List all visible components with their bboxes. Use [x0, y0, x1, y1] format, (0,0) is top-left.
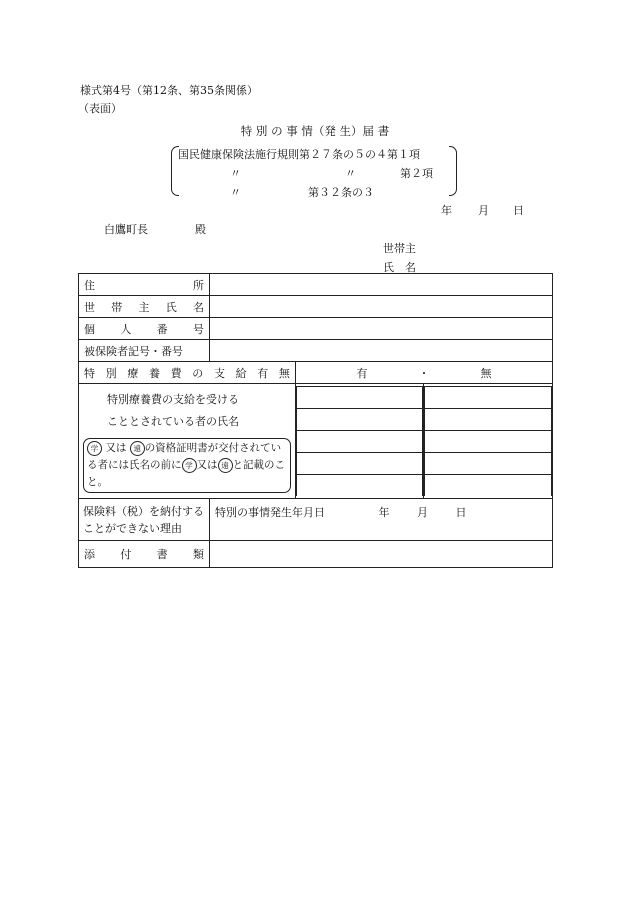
honorific: 殿 [195, 223, 206, 236]
remote-stamp-icon: 遠 [130, 441, 145, 456]
date-year-label: 年 [441, 204, 452, 217]
insured-number-label: 被保険者記号・番号 [79, 340, 210, 362]
attachments-field[interactable] [210, 541, 553, 568]
name-label: 氏 名 [383, 261, 416, 274]
recipients-name-column-right [424, 384, 553, 499]
instruction-note: 学 又は 遠 の資格証明書が交付されている者には氏名の前に 学 又は 遠 と記載のこと。 [83, 438, 291, 493]
household-head-label: 世帯主 [383, 242, 416, 255]
recipient-name-field[interactable] [297, 430, 423, 452]
law-reference-line1: 国民健康保険法施行規則第２７条の５の４第１項 [178, 148, 420, 161]
address-label: 住 所 [79, 274, 210, 296]
payment-yes-no-choice[interactable] [296, 362, 553, 384]
law-reference-line2: 第２項 [400, 167, 433, 180]
householder-name-field[interactable] [210, 296, 553, 318]
recipient-name-field[interactable] [425, 474, 552, 496]
recipient-name-field[interactable] [425, 430, 552, 452]
recipient-name-field[interactable] [297, 474, 423, 496]
form-number: 様式第4号（第12条、第35条関係） [80, 84, 258, 97]
personal-number-field[interactable] [210, 318, 553, 340]
ditto-mark: 〃 [345, 167, 356, 180]
unable-to-pay-reason-label: 保険料（税）を納付することができない理由 [79, 499, 210, 541]
personal-number-label: 個 人 番 号 [79, 318, 210, 340]
side-label: （表面） [78, 102, 122, 115]
occurrence-year-label: 年 [378, 506, 390, 519]
recipient-name-field[interactable] [297, 386, 423, 408]
right-bracket [449, 146, 457, 196]
ditto-mark: 〃 [230, 167, 241, 180]
application-form-table [78, 273, 553, 568]
ditto-mark: 〃 [230, 186, 241, 199]
address-field[interactable] [210, 274, 553, 296]
law-reference-line3: 第３２条の３ [308, 186, 374, 199]
no-option[interactable]: 無 [480, 366, 492, 380]
special-medical-expense-label: 特 別 療 養 費 の 支 給 有 無 [79, 362, 296, 384]
separator-dot: ・ [418, 366, 430, 380]
addressee: 白鷹町長 [104, 223, 148, 236]
unable-to-pay-reason-field[interactable] [210, 499, 553, 541]
occurrence-day-label: 日 [455, 506, 467, 519]
page-title: 特 別 の 事 情（発 生）届 書 [240, 124, 390, 138]
recipient-name-field[interactable] [297, 408, 423, 430]
recipient-name-field[interactable] [425, 408, 552, 430]
recipient-name-field[interactable] [425, 386, 552, 408]
occurrence-date-label: 特別の事情発生年月日 [215, 506, 325, 519]
householder-name-label: 世 帯 主 氏 名 [79, 296, 210, 318]
date-month-label: 月 [478, 204, 489, 217]
recipient-name-field[interactable] [425, 452, 552, 474]
remote-stamp-icon: 遠 [218, 458, 233, 473]
attachments-label: 添 付 書 類 [79, 541, 210, 568]
occurrence-month-label: 月 [417, 506, 428, 519]
yes-option[interactable]: 有 [356, 366, 368, 380]
recipients-label-cell [79, 384, 296, 499]
student-stamp-icon: 学 [87, 441, 102, 456]
recipient-name-field[interactable] [297, 452, 423, 474]
recipients-name-column-left [296, 384, 424, 499]
date-day-label: 日 [513, 204, 524, 217]
recipients-label: 特別療養費の支給を受ける こととされている者の氏名 [107, 393, 239, 428]
student-stamp-icon: 学 [182, 458, 197, 473]
insured-number-field[interactable] [210, 340, 553, 362]
